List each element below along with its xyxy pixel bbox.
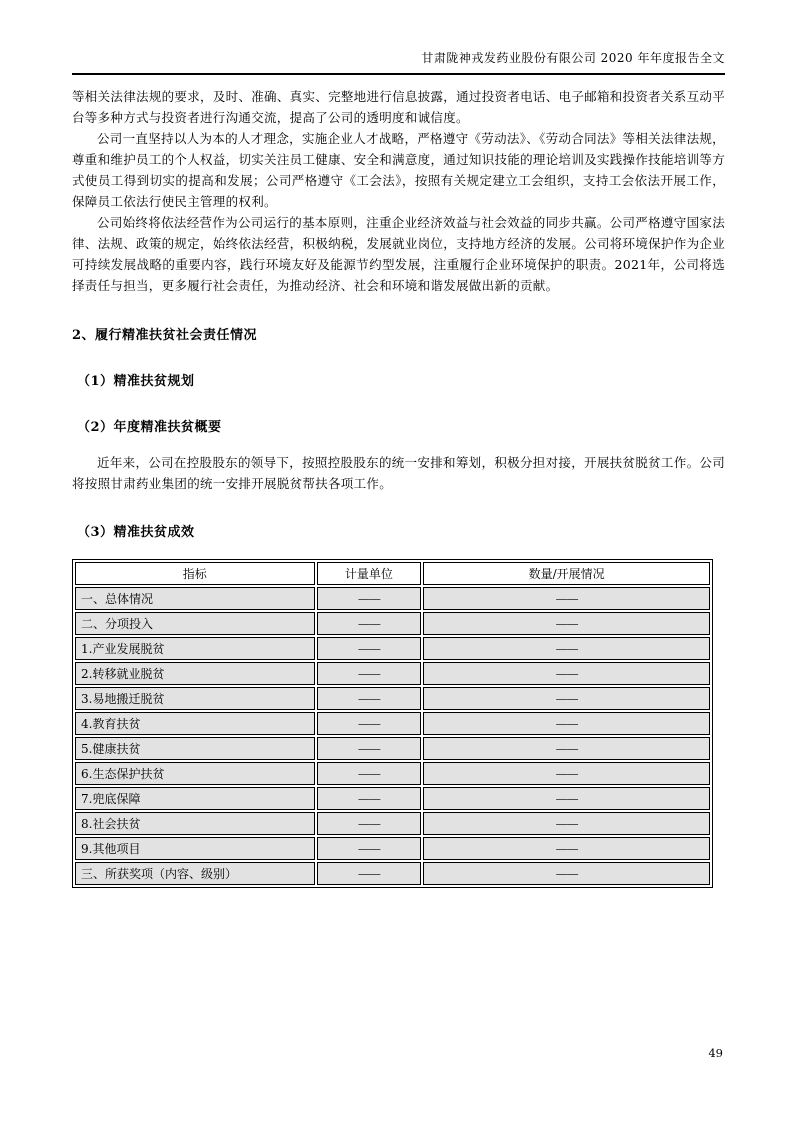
- value-cell: ——: [423, 837, 710, 860]
- indicator-cell: 5.健康扶贫: [75, 737, 315, 760]
- table-row: [75, 862, 710, 885]
- indicator-cell: 3.易地搬迁脱贫: [75, 687, 315, 710]
- value-cell: ——: [423, 612, 710, 635]
- page-body: [72, 86, 725, 888]
- table-row: [75, 837, 710, 860]
- indicator-cell: 二、分项投入: [75, 612, 315, 635]
- indicator-cell: 三、所获奖项（内容、级别）: [75, 862, 315, 885]
- heading-poverty-plan: （1）精准扶贫规划: [77, 374, 195, 389]
- page-header: [72, 50, 725, 75]
- value-cell: ——: [423, 637, 710, 660]
- table-header-row: [75, 562, 710, 585]
- table-row: [75, 812, 710, 835]
- table-row: [75, 587, 710, 610]
- column-header-indicator: 指标: [75, 562, 315, 585]
- heading-poverty-section: 2、履行精准扶贫社会责任情况: [72, 328, 258, 343]
- table-row: [75, 762, 710, 785]
- header-title: 甘肃陇神戎发药业股份有限公司 2020 年年度报告全文: [421, 51, 725, 65]
- column-header-value: 数量/开展情况: [423, 562, 710, 585]
- indicator-cell: 7.兜底保障: [75, 787, 315, 810]
- paragraph-disclosure: 等相关法律法规的要求，及时、准确、真实、完整地进行信息披露，通过投资者电话、电子邮箱和投资者关系互动平台等多种方式与投资者进行沟通交流，提高了公司的透明度和诚信度。: [72, 89, 725, 125]
- paragraph-compliance: 公司始终将依法经营作为公司运行的基本原则，注重企业经济效益与社会效益的同步共赢。公司严格遵守国家法律、法规、政策的规定，始终依法经营，积极纳税，发展就业岗位，支持地方经济的发展。公司将环境保护作为企业可持续发展战略的重要内容，践行环境友好及能源节约型发展，注重履行企业环境保护的职责。2021年，公司将选择责任与担当，更多履行社会责任，为推动经济、社会和环境和谐发展做出新的贡献。: [72, 215, 725, 293]
- value-cell: ——: [423, 737, 710, 760]
- table-row: [75, 612, 710, 635]
- unit-cell: ——: [317, 662, 422, 685]
- unit-cell: ——: [317, 712, 422, 735]
- indicator-cell: 8.社会扶贫: [75, 812, 315, 835]
- table-row: [75, 737, 710, 760]
- heading-poverty-summary: （2）年度精准扶贫概要: [77, 420, 222, 435]
- paragraph-employees: 公司一直坚持以人为本的人才理念，实施企业人才战略，严格遵守《劳动法》、《劳动合同法》等相关法律法规，尊重和维护员工的个人权益，切实关注员工健康、安全和满意度，通过知识技能的理论培训及实践操作技能培训等方式使员工得到切实的提高和发展；公司严格遵守《工会法》，按照有关规定建立工会组织，支持工会依法开展工作，保障员工依法行使民主管理的权利。: [72, 131, 725, 209]
- value-cell: ——: [423, 862, 710, 885]
- unit-cell: ——: [317, 787, 422, 810]
- heading-poverty-results: （3）精准扶贫成效: [77, 525, 195, 540]
- value-cell: ——: [423, 687, 710, 710]
- value-cell: ——: [423, 787, 710, 810]
- unit-cell: ——: [317, 687, 422, 710]
- paragraph-poverty: 近年来，公司在控股股东的领导下，按照控股股东的统一安排和筹划，积极分担对接，开展扶贫脱贫工作。公司将按照甘肃药业集团的统一安排开展脱贫帮扶各项工作。: [72, 455, 725, 491]
- value-cell: ——: [423, 662, 710, 685]
- poverty-alleviation-table: [72, 559, 713, 888]
- table-row: [75, 712, 710, 735]
- table-row: [75, 637, 710, 660]
- table-row: [75, 662, 710, 685]
- unit-cell: ——: [317, 812, 422, 835]
- value-cell: ——: [423, 762, 710, 785]
- indicator-cell: 1.产业发展脱贫: [75, 637, 315, 660]
- table-row: [75, 787, 710, 810]
- page-number: 49: [708, 1046, 723, 1060]
- unit-cell: ——: [317, 637, 422, 660]
- indicator-cell: 2.转移就业脱贫: [75, 662, 315, 685]
- table-row: [75, 687, 710, 710]
- column-header-unit: 计量单位: [317, 562, 422, 585]
- indicator-cell: 4.教育扶贫: [75, 712, 315, 735]
- indicator-cell: 6.生态保护扶贫: [75, 762, 315, 785]
- value-cell: ——: [423, 587, 710, 610]
- page-footer: [708, 1046, 723, 1060]
- unit-cell: ——: [317, 612, 422, 635]
- unit-cell: ——: [317, 837, 422, 860]
- unit-cell: ——: [317, 762, 422, 785]
- unit-cell: ——: [317, 862, 422, 885]
- unit-cell: ——: [317, 737, 422, 760]
- indicator-cell: 一、总体情况: [75, 587, 315, 610]
- indicator-cell: 9.其他项目: [75, 837, 315, 860]
- value-cell: ——: [423, 812, 710, 835]
- unit-cell: ——: [317, 587, 422, 610]
- value-cell: ——: [423, 712, 710, 735]
